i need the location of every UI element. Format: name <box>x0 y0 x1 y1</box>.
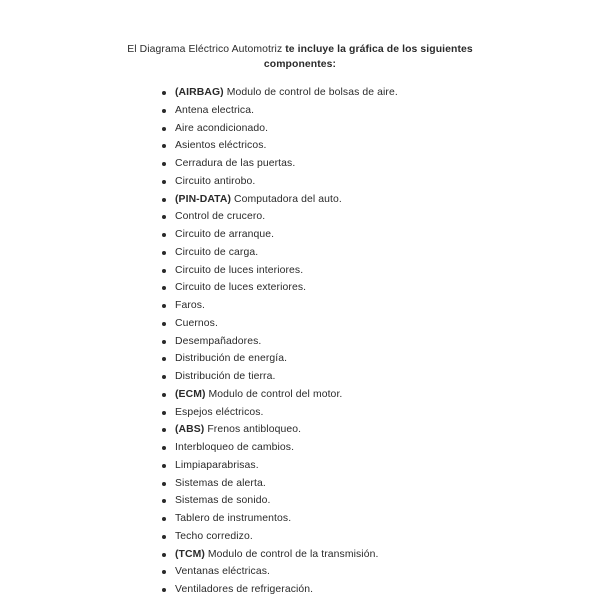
bullet-icon <box>162 499 166 503</box>
list-item <box>162 84 600 102</box>
bullet-icon <box>162 144 166 148</box>
list-item-text: Faros. <box>175 300 206 311</box>
bullet-icon <box>162 322 166 326</box>
list-item-text: Desempañadores. <box>175 335 262 347</box>
list-item-text: Ventiladores de refrigeración. <box>175 584 314 595</box>
intro-normal-text: El Diagrama Eléctrico Automotriz <box>127 44 286 55</box>
list-item-abbreviation: (ECM) <box>175 388 206 400</box>
list-item <box>162 102 600 120</box>
bullet-icon <box>162 517 166 521</box>
list-item <box>162 191 600 209</box>
list-item <box>162 262 600 280</box>
bullet-icon <box>162 91 166 95</box>
list-item <box>162 279 600 297</box>
bullet-icon <box>162 588 166 592</box>
list-item <box>162 350 600 368</box>
list-item <box>162 457 600 475</box>
list-item-abbreviation: (AIRBAG) <box>175 87 224 98</box>
list-item <box>162 368 600 386</box>
list-item-text: Espejos eléctricos. <box>175 406 264 418</box>
list-item <box>162 333 600 351</box>
list-item-text: Interbloqueo de cambios. <box>175 442 295 453</box>
list-item <box>162 546 600 564</box>
list-item <box>162 528 600 546</box>
list-item-text: Circuito antirobo. <box>175 175 256 187</box>
list-item <box>162 244 600 262</box>
bullet-icon <box>162 570 166 574</box>
list-item <box>162 386 600 404</box>
list-item-text: Tablero de instrumentos. <box>175 513 292 524</box>
list-item-abbreviation: (PIN-DATA) <box>175 193 232 205</box>
bullet-icon <box>162 127 166 131</box>
bullet-icon <box>162 482 166 486</box>
bullet-icon <box>162 535 166 539</box>
list-item <box>162 137 600 155</box>
bullet-icon <box>162 428 166 432</box>
bullet-icon <box>162 180 166 184</box>
list-item-text: Circuito de arranque. <box>175 229 275 240</box>
list-item-text: Modulo de control de la transmisión. <box>204 548 379 560</box>
list-item-text: Sistemas de sonido. <box>175 495 271 507</box>
list-item <box>162 581 600 599</box>
bullet-icon <box>162 464 166 468</box>
list-item-text: Ventanas eléctricas. <box>175 566 270 578</box>
list-item-text: Asientos eléctricos. <box>175 140 267 152</box>
list-item <box>162 563 600 581</box>
bullet-icon <box>162 269 166 273</box>
list-item <box>162 173 600 191</box>
bullet-icon <box>162 446 166 450</box>
list-item-text: Circuito de luces exteriores. <box>175 282 307 294</box>
intro-paragraph <box>105 42 495 72</box>
list-item-text: Techo corredizo. <box>175 530 253 542</box>
list-item-text: Distribución de energía. <box>175 353 288 365</box>
list-item <box>162 208 600 226</box>
bullet-icon <box>162 198 166 202</box>
list-item-text: Limpiaparabrisas. <box>175 459 259 471</box>
list-item <box>162 404 600 422</box>
list-item <box>162 492 600 510</box>
list-item <box>162 155 600 173</box>
bullet-icon <box>162 553 166 557</box>
list-item <box>162 315 600 333</box>
bullet-icon <box>162 215 166 219</box>
intro-bold-text: te incluye la gráfica de los siguientes componentes: <box>263 44 473 70</box>
list-item-text: Sistemas de alerta. <box>175 477 266 489</box>
bullet-icon <box>162 162 166 166</box>
bullet-icon <box>162 340 166 344</box>
list-item-text: Circuito de luces interiores. <box>175 264 304 276</box>
list-item <box>162 421 600 439</box>
list-item <box>162 510 600 528</box>
list-item-text: Computadora del auto. <box>231 193 342 205</box>
bullet-icon <box>162 393 166 397</box>
list-item-text: Cuernos. <box>175 317 218 329</box>
list-item-abbreviation: (ABS) <box>175 424 205 436</box>
list-item-text: Distribución de tierra. <box>175 371 276 382</box>
list-item <box>162 120 600 138</box>
list-item-text: Cerradura de las puertas. <box>175 158 296 169</box>
list-item <box>162 226 600 244</box>
list-item-text: Circuito de carga. <box>175 246 259 258</box>
bullet-icon <box>162 375 166 379</box>
list-item-text: Aire acondicionado. <box>175 122 269 134</box>
bullet-icon <box>162 233 166 237</box>
list-item-text: Modulo de control del motor. <box>205 388 343 400</box>
bullet-icon <box>162 251 166 255</box>
bullet-icon <box>162 411 166 415</box>
bullet-icon <box>162 304 166 308</box>
list-item <box>162 439 600 457</box>
list-item <box>162 475 600 493</box>
bullet-icon <box>162 286 166 290</box>
bullet-icon <box>162 357 166 361</box>
list-item-text: Modulo de control de bolsas de aire. <box>223 87 398 98</box>
list-item-text: Control de crucero. <box>175 211 266 223</box>
list-item <box>162 297 600 315</box>
list-item-text: Frenos antibloqueo. <box>204 424 302 436</box>
component-list <box>0 84 600 599</box>
list-item-abbreviation: (TCM) <box>175 548 205 560</box>
bullet-icon <box>162 109 166 113</box>
list-item-text: Antena electrica. <box>175 104 255 116</box>
